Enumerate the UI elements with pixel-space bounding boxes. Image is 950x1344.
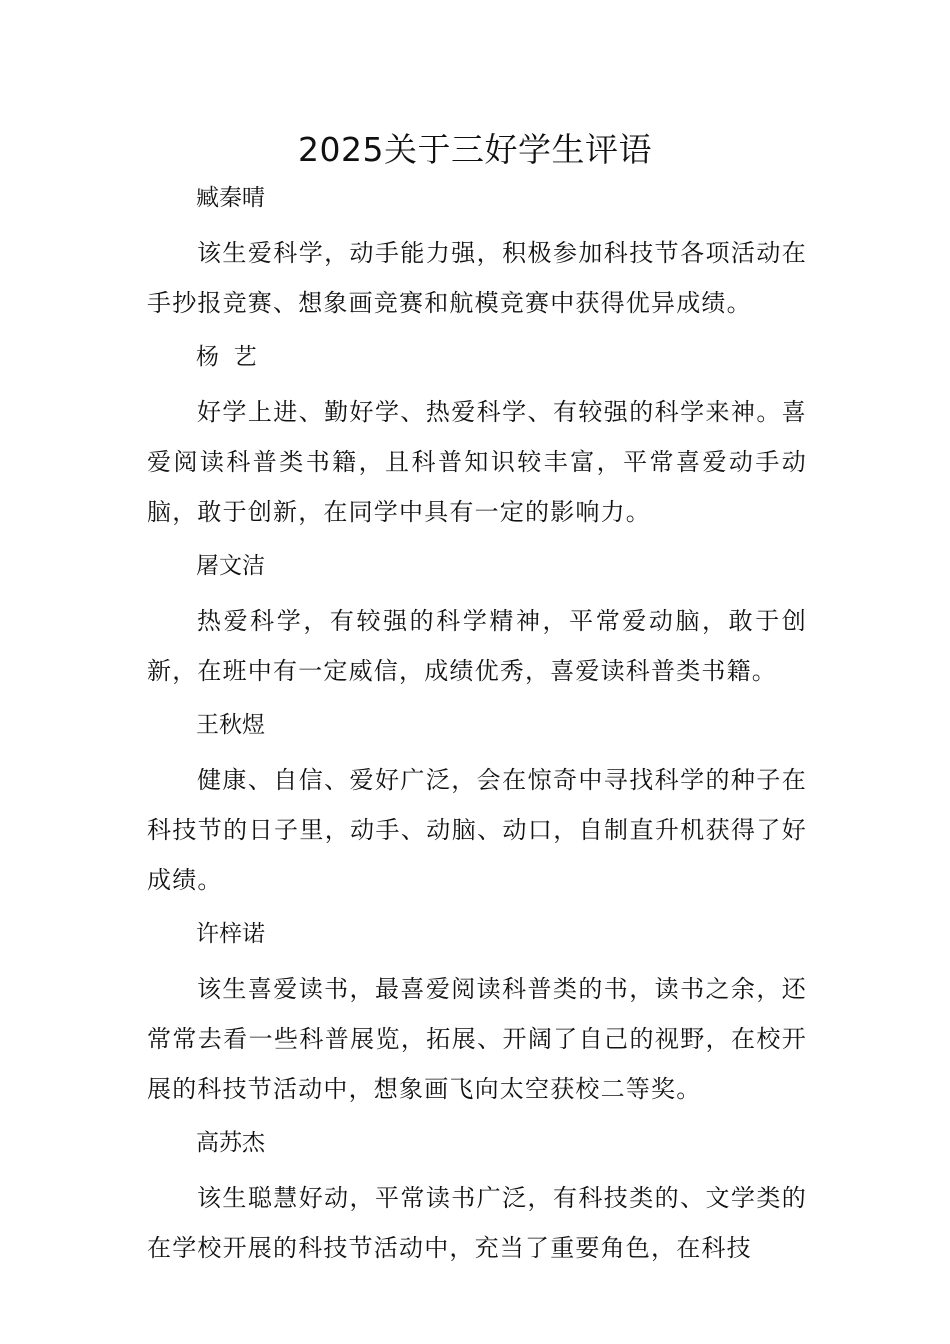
student-name: 臧秦晴 — [196, 185, 265, 211]
student-name: 许梓诺 — [196, 921, 265, 947]
student-comment: 该生爱科学，动手能力强，积极参加科技节各项活动在手抄报竞赛、想象画竞赛和航模竞赛中获得优异成绩。 — [147, 239, 807, 317]
student-entry — [147, 546, 807, 696]
student-entry — [147, 178, 807, 328]
student-entry — [147, 705, 807, 905]
student-name: 王秋煜 — [196, 712, 265, 738]
student-comment: 健康、自信、爱好广泛，会在惊奇中寻找科学的种子在科技节的日子里，动手、动脑、动口，自制直升机获得了好成绩。 — [147, 766, 807, 894]
student-name: 高苏杰 — [196, 1130, 265, 1156]
student-entry — [147, 1123, 807, 1273]
student-entry — [147, 337, 807, 537]
student-comment: 该生聪慧好动，平常读书广泛，有科技类的、文学类的在学校开展的科技节活动中，充当了重要角色，在科技 — [147, 1184, 807, 1262]
document-title: 2025关于三好学生评语 — [298, 130, 652, 169]
student-comment: 热爱科学，有较强的科学精神，平常爱动脑，敢于创新，在班中有一定威信，成绩优秀，喜爱读科普类书籍。 — [147, 607, 807, 685]
student-comment: 该生喜爱读书，最喜爱阅读科普类的书，读书之余，还常常去看一些科普展览，拓展、开阔了自己的视野，在校开展的科技节活动中，想象画飞向太空获校二等奖。 — [147, 975, 807, 1103]
student-name: 杨 艺 — [196, 344, 257, 370]
student-comment: 好学上进、勤好学、热爱科学、有较强的科学来神。喜爱阅读科普类书籍，且科普知识较丰富，平常喜爱动手动脑，敢于创新，在同学中具有一定的影响力。 — [147, 398, 807, 526]
document-body — [147, 178, 807, 1282]
student-name: 屠文洁 — [196, 553, 265, 579]
student-entry — [147, 914, 807, 1114]
